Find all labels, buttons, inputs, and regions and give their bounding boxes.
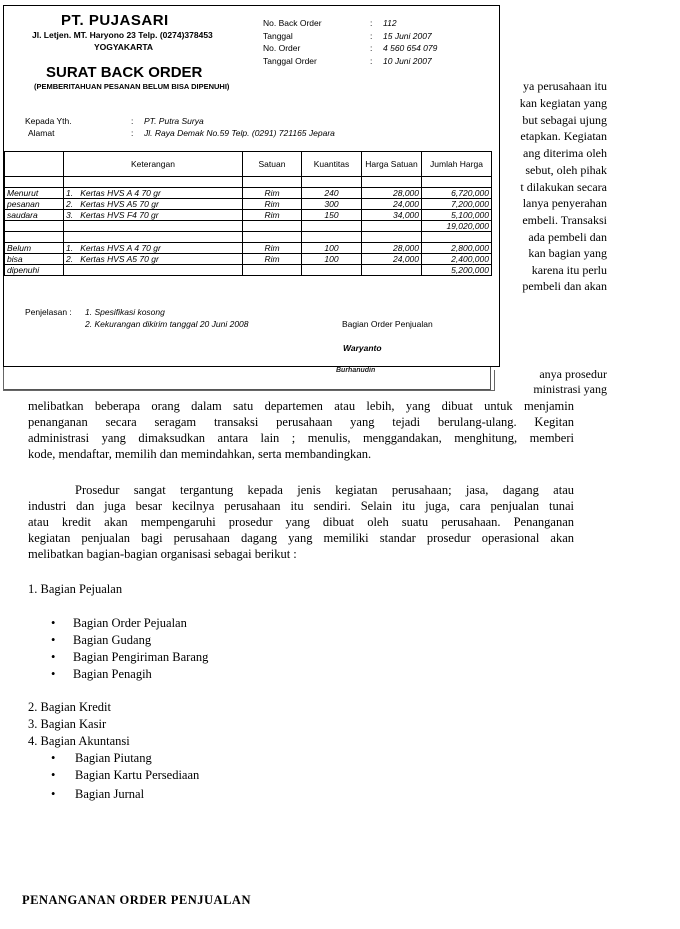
bg-line: kan bagian yang [528, 246, 607, 260]
list-item-text: Bagian Jurnal [75, 787, 145, 801]
list-item-text: Bagian Pengiriman Barang [73, 650, 209, 664]
unit-cell: Rim [243, 210, 302, 221]
item-name: Kertas HVS F4 70 gr [80, 210, 159, 220]
bullet: • [51, 650, 56, 664]
company-city: YOGYAKARTA [94, 42, 154, 52]
group-label: Menurut [5, 188, 64, 199]
company-address: Jl. Letjen. MT. Haryono 23 Telp. (0274)378453 [32, 30, 213, 40]
price-cell: 24,000 [362, 199, 422, 210]
note-item: 2. Kekurangan dikirim tanggal 20 Juni 2008 [85, 319, 249, 329]
bg-line: karena itu perlu [531, 263, 607, 277]
bullet: • [51, 787, 56, 801]
note-item: 1. Spesifikasi kosong [85, 307, 165, 317]
group-label: Belum [5, 243, 64, 254]
table-row [5, 188, 492, 199]
table-row [5, 199, 492, 210]
address-label: Alamat [28, 128, 55, 138]
paragraph-line: melibatkan bagian-bagian organisasi sebagai berikut : [28, 547, 297, 561]
table-row [5, 254, 492, 265]
bg-line: lanya penyerahan [522, 196, 607, 210]
paragraph-line: atau kredit akan mempengaruhi prosedur yang dibuat oleh suatu perusahaan. Penanganan [28, 515, 574, 529]
bg-line: kan kegiatan yang [519, 96, 607, 110]
paragraph-line: Prosedur sangat tergantung kepada jenis kegiatan perusahaan; jasa, dagang atau [75, 483, 574, 497]
item-cell [64, 210, 243, 221]
table-row [5, 177, 492, 188]
list-item-text: Bagian Kartu Persediaan [75, 768, 200, 782]
paragraph-line: penanganan secara seragam transaksi perusahaan yang tejadi berulang-ulang. Kegitan [28, 415, 574, 429]
cropped-name: Burhanudin [336, 367, 376, 373]
paragraph-line: administrasi yang dimaksudkan antara lain ; menulis, menggandakan, menghitung, memberi [28, 431, 574, 445]
address-colon: : [131, 128, 134, 138]
unit-cell: Rim [243, 188, 302, 199]
bg-line: ang diterima oleh [523, 146, 607, 160]
paragraph-line: melibatkan beberapa orang dalam satu departemen atau lebih, yang dibuat untuk menjamin [28, 399, 574, 413]
item-no: 1. [66, 243, 74, 253]
total-cell: 5,100,000 [422, 210, 492, 221]
meta-colon: : [370, 56, 373, 66]
table-row [5, 232, 492, 243]
table-row [5, 243, 492, 254]
signature-department: Bagian Order Penjualan [342, 319, 433, 329]
bg-line: but sebagai ujung [522, 113, 607, 127]
list-heading: 1. Bagian Pejualan [28, 582, 123, 596]
form-subtitle: (PEMBERITAHUAN PESANAN BELUM BISA DIPENUHI) [34, 82, 230, 91]
qty-cell: 100 [302, 243, 362, 254]
bg-line: pembeli dan akan [522, 279, 607, 293]
signature-name: Waryanto [343, 343, 382, 353]
item-cell [64, 243, 243, 254]
item-name: Kertas HVS A5 70 gr [80, 254, 159, 264]
image-frame-shadow-bottom [3, 370, 495, 391]
bg-line: ya perusahaan itu [523, 79, 607, 93]
list-heading: 3. Bagian Kasir [28, 717, 107, 731]
meta-value: 4 560 654 079 [383, 43, 438, 53]
group-label: dipenuhi [5, 265, 64, 276]
paragraph-line: kegiatan penjualan bagi perusahaan dagang yang memiliki standar prosedur operasional akan [28, 531, 574, 545]
bg-line: embeli. Transaksi [522, 213, 607, 227]
qty-cell: 150 [302, 210, 362, 221]
recipient-label: Kepada Yth. [25, 116, 72, 126]
bullet: • [51, 751, 56, 765]
total-cell: 7,200,000 [422, 199, 492, 210]
table-header: Keterangan [64, 152, 243, 177]
item-name: Kertas HVS A 4 70 gr [80, 188, 161, 198]
item-no: 3. [66, 210, 74, 220]
list-heading: 2. Bagian Kredit [28, 700, 111, 714]
meta-label: Tanggal [263, 31, 293, 41]
subtotal-cell: 19,020,000 [422, 221, 492, 232]
address-value: Jl. Raya Demak No.59 Telp. (0291) 721165 Jepara [144, 128, 335, 138]
price-cell: 34,000 [362, 210, 422, 221]
total-cell: 2,800,000 [422, 243, 492, 254]
recipient-colon: : [131, 116, 134, 126]
list-heading: 4. Bagian Akuntansi [28, 734, 130, 748]
bullet: • [51, 633, 56, 647]
back-order-form [3, 5, 500, 367]
group-label: pesanan [5, 199, 64, 210]
table-row [5, 265, 492, 276]
item-no: 2. [66, 254, 74, 264]
bg-line: sebut, oleh pihak [525, 163, 607, 177]
company-name: PT. PUJASARI [61, 12, 169, 29]
qty-cell: 300 [302, 199, 362, 210]
table-row [5, 221, 492, 232]
list-item-text: Bagian Penagih [73, 667, 152, 681]
item-no: 2. [66, 199, 74, 209]
table-header: Kuantitas [302, 152, 362, 177]
item-cell [64, 188, 243, 199]
meta-colon: : [370, 18, 373, 28]
qty-cell: 100 [302, 254, 362, 265]
list-item-text: Bagian Piutang [75, 751, 152, 765]
qty-cell: 240 [302, 188, 362, 199]
paragraph-line: industri dan juga besar kecilnya perusahaan itu sendiri. Selain itu juga, cara penjualan tunai [28, 499, 574, 513]
bg-line: etapkan. Kegiatan [520, 129, 607, 143]
bg-line: t dilakukan secara [520, 180, 607, 194]
note-label: Penjelasan : [25, 307, 72, 317]
list-item-text: Bagian Gudang [73, 633, 152, 647]
bullet: • [51, 768, 56, 782]
price-cell: 28,000 [362, 188, 422, 199]
table-header: Harga Satuan [362, 152, 422, 177]
meta-colon: : [370, 31, 373, 41]
meta-label: Tanggal Order [263, 56, 317, 66]
subtotal-cell: 5,200,000 [422, 265, 492, 276]
unit-cell: Rim [243, 243, 302, 254]
item-name: Kertas HVS A5 70 gr [80, 199, 159, 209]
meta-label: No. Order [263, 43, 301, 53]
meta-value: 15 Juni 2007 [383, 31, 432, 41]
recipient-value: PT. Putra Surya [144, 116, 204, 126]
paragraph-1 [28, 398, 574, 462]
section-heading: PENANGANAN ORDER PENJUALAN [22, 893, 251, 907]
table-header: Jumlah Harga [422, 152, 492, 177]
table-header: Satuan [243, 152, 302, 177]
group-label: bisa [5, 254, 64, 265]
meta-colon: : [370, 43, 373, 53]
item-cell [64, 199, 243, 210]
price-cell: 28,000 [362, 243, 422, 254]
table-header-row [5, 152, 492, 177]
total-cell: 2,400,000 [422, 254, 492, 265]
paragraph-2 [28, 482, 574, 562]
meta-value: 10 Juni 2007 [383, 56, 432, 66]
total-cell: 6,720,000 [422, 188, 492, 199]
item-cell [64, 254, 243, 265]
bullet: • [51, 667, 56, 681]
table-header [5, 152, 64, 177]
bullet: • [51, 616, 56, 630]
item-name: Kertas HVS A 4 70 gr [80, 243, 161, 253]
list-item-text: Bagian Order Pejualan [73, 616, 187, 630]
paragraph-line: kode, mendaftar, memilih dan memindahkan, serta membandingkan. [28, 447, 372, 461]
meta-label: No. Back Order [263, 18, 322, 28]
bg-line: anya prosedur [539, 367, 607, 381]
unit-cell: Rim [243, 199, 302, 210]
price-cell: 24,000 [362, 254, 422, 265]
table-row [5, 210, 492, 221]
group-label: saudara [5, 210, 64, 221]
meta-value: 112 [383, 18, 397, 28]
unit-cell: Rim [243, 254, 302, 265]
bg-line: ministrasi yang [533, 382, 607, 396]
form-title: SURAT BACK ORDER [46, 64, 203, 81]
item-no: 1. [66, 188, 74, 198]
order-table [4, 151, 492, 276]
bg-line: ada pembeli dan [528, 230, 607, 244]
